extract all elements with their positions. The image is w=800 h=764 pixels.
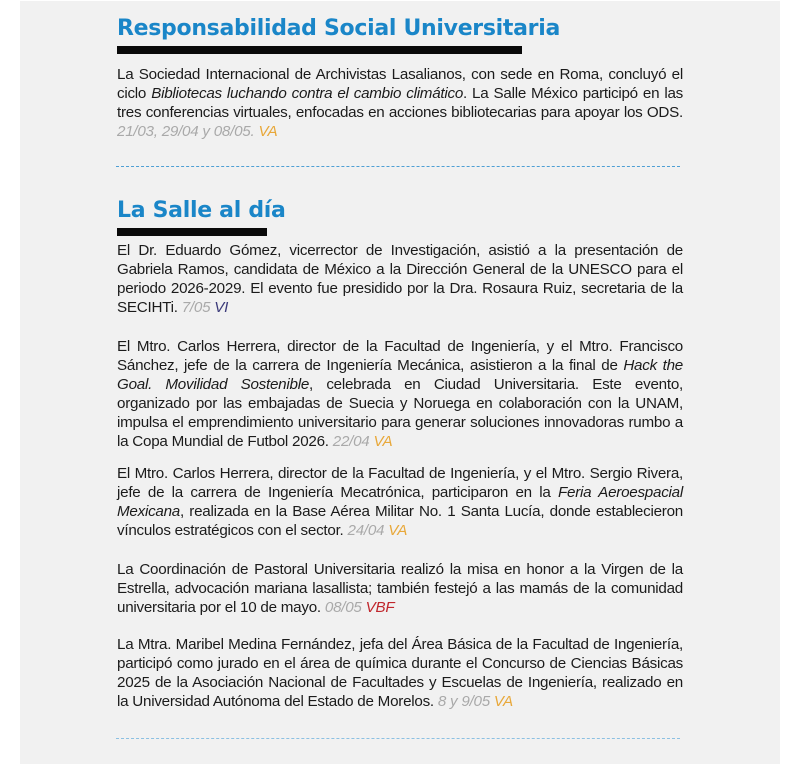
paragraph-text: El Mtro. Carlos Herrera, director de la Facultad de Ingeniería, y el Mtro. Sergio Rivera, jefe de la carrera de Ingeniería Mecatrónica, participaron en la [117, 465, 683, 501]
paragraph-text: El Dr. Eduardo Gómez, vicerrector de Investigación, asistió a la presentación de Gabriela Ramos, candidata de México a la Dirección General de la UNESCO para el periodo 2026-2029. El evento fue presidido por la Dra. Rosaura Ruiz, secretaria de la SECIHTi. [117, 242, 683, 316]
news-paragraph [117, 337, 683, 451]
section-title: La Salle al día [117, 198, 286, 223]
news-date: 7/05 [181, 299, 215, 316]
news-paragraph [117, 560, 683, 617]
heading-underline-bar [117, 46, 522, 54]
news-date: 8 y 9/05 [437, 693, 494, 710]
campus-tag: VA [388, 522, 408, 539]
news-item [117, 337, 683, 451]
paragraph-text: La Sociedad Internacional de Archivistas Lasalianos, con sede en Roma, concluyó el ciclo [117, 66, 683, 102]
paragraph-text: , celebrada en Ciudad Universitaria. Este evento, organizado por las embajadas de Suecia y Noruega en colaboración con la UNAM, impulsa el emprendimiento universitario para generar soluciones innovadoras rumbo a la Copa Mundial de Futbol 2026. [117, 376, 683, 450]
section-rsu-header [117, 16, 683, 54]
event-title-italic: Bibliotecas luchando contra el cambio climático [151, 85, 464, 102]
news-paragraph [117, 241, 683, 317]
news-date: 22/04 [332, 433, 374, 450]
news-item [117, 560, 683, 617]
campus-tag: VA [373, 433, 393, 450]
section-divider [116, 166, 680, 167]
event-title-italic: Feria Aeroespacial Mexicana [117, 484, 683, 520]
section-divider [116, 738, 680, 739]
news-date: 21/03, 29/04 y 08/05. [117, 123, 259, 140]
campus-tag: VA [493, 693, 513, 710]
paragraph-text: , realizada en la Base Aérea Militar No. 1 Santa Lucía, donde establecieron vínculos estratégicos con el sector. [117, 503, 683, 539]
paragraph-text: La Coordinación de Pastoral Universitaria realizó la misa en honor a la Virgen de la Estrella, advocación mariana lasallista; también festejó a las mamás de la comunidad universitaria por el 10 de mayo. [117, 561, 683, 616]
news-item [117, 241, 683, 317]
paragraph-text: La Mtra. Maribel Medina Fernández, jefa del Área Básica de la Facultad de Ingeniería, participó como jurado en el área de química durante el Concurso de Ciencias Básicas 2025 de la Asociación Nacional de Facultades y Escuelas de Ingeniería, realizado en la Universidad Autónoma del Estado de Morelos. [117, 636, 683, 710]
news-paragraph [117, 65, 683, 141]
section-lasalle-header [117, 198, 683, 236]
news-item [117, 464, 683, 540]
campus-tag: VA [258, 123, 278, 140]
news-item [117, 635, 683, 711]
heading-underline-bar [117, 228, 267, 236]
campus-tag: VI [214, 299, 229, 316]
news-date: 24/04 [347, 522, 389, 539]
paragraph-text: El Mtro. Carlos Herrera, director de la Facultad de Ingeniería, y el Mtro. Francisco Sánchez, jefe de la carrera de Ingeniería Mecánica, asistieron a la final de [117, 338, 683, 374]
event-title-italic: Hack the Goal. Movilidad Sostenible [117, 357, 684, 393]
news-date: 08/05 [324, 599, 366, 616]
news-paragraph [117, 635, 683, 711]
campus-tag: VBF [365, 599, 395, 616]
section-title: Responsabilidad Social Universitaria [117, 16, 560, 41]
paragraph-text: . La Salle México participó en las tres conferencias virtuales, enfocadas en acciones bibliotecarias para apoyar los ODS. [117, 85, 683, 121]
news-item [117, 65, 683, 141]
news-paragraph [117, 464, 683, 540]
